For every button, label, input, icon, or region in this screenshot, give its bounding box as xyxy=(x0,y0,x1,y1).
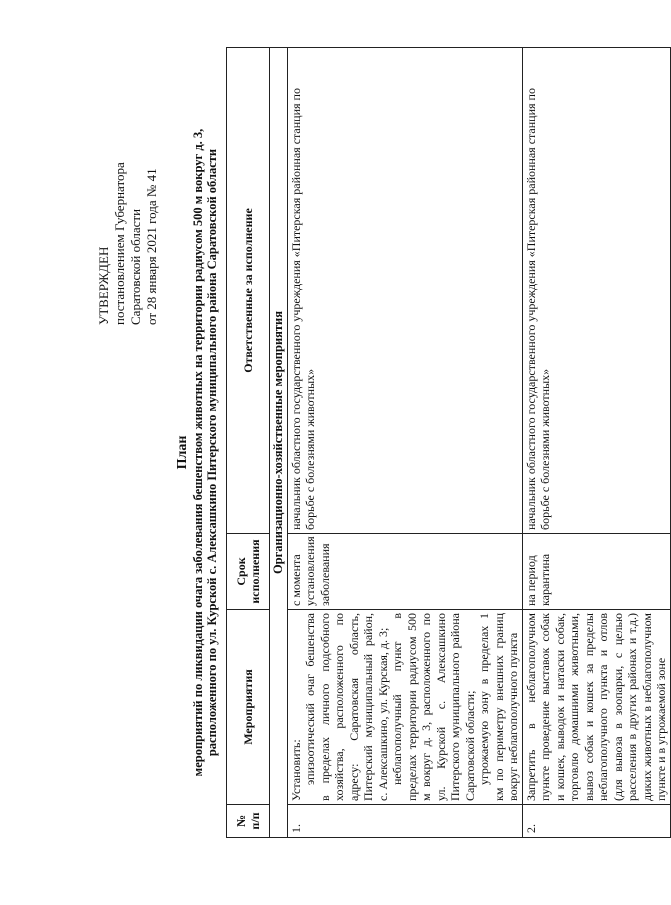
header-responsible: Ответственные за исполнение xyxy=(227,48,270,534)
document-title: План xyxy=(175,435,190,470)
section-title: Организационно-хозяйственные мероприятия xyxy=(270,48,288,838)
document-subtitle-line: мероприятий по ликвидации очага заболевания бешенством животных на территории радиусом 500 м вокруг д. 3, xyxy=(191,128,205,777)
measures-paragraph: неблагополучный пункт в пределах территории радиусом 500 м вокруг д. 3, расположенного по ул. Курской с. Алексашкино Питерского муниципального района Саратовской области; xyxy=(390,613,477,801)
row-measures xyxy=(287,610,522,805)
header-measures: Мероприятия xyxy=(227,610,270,805)
measures-paragraph: эпизоотический очаг бешенства в пределах личного подсобного хозяйства, расположенного по адресу: Саратовская область, Питерский муниципальный район, с. Алексашкино, ул. Курская, д. 3; xyxy=(303,613,390,801)
approval-line: от 28 января 2021 года № 41 xyxy=(144,168,159,325)
table-section-row xyxy=(270,48,288,838)
measures-intro: Установить: xyxy=(288,739,303,801)
table-header-row xyxy=(227,48,270,838)
table-row xyxy=(287,48,522,838)
measures-paragraph: Запретить в неблагополучном пункте проведение выставок собак и кошек, выводок и натаски собак, торговлю домашними животными, вывоз собак и кошек за пределы неблагополучного пункта и отлов (для вывоза в зоопарки, с целью расселения в других районах и т.д.) диких животных в неблагополучном пункте и в угрожаемой зоне xyxy=(523,613,668,801)
row-deadline: с момента установления заболевания xyxy=(287,534,522,610)
approval-stamp xyxy=(96,105,160,325)
document-heading xyxy=(176,40,219,865)
table-row xyxy=(522,48,670,838)
approval-line: УТВЕРЖДЕН xyxy=(96,246,111,325)
document-subtitle-line: расположенного по ул. Курской с. Алексашкино Питерского муниципального района Саратовской области xyxy=(205,148,219,757)
row-number: 2. xyxy=(522,805,670,838)
header-deadline: Срок исполнения xyxy=(227,534,270,610)
measures-paragraph: угрожаемую зону в пределах 1 км по периметру внешних границ вокруг неблагополучного пункта xyxy=(477,613,520,801)
approval-line: Саратовской области xyxy=(128,208,143,325)
row-responsible: начальник областного государственного учреждения «Питерская районная станция по борьбе с болезнями животных» xyxy=(522,48,670,534)
row-measures xyxy=(522,610,670,805)
measures-table xyxy=(226,47,671,838)
approval-line: постановлением Губернатора xyxy=(112,162,127,325)
row-deadline: на период карантина xyxy=(522,534,670,610)
header-number: № п/п xyxy=(227,805,270,838)
row-number: 1. xyxy=(287,805,522,838)
row-responsible: начальник областного государственного учреждения «Питерская районная станция по борьбе с болезнями животных» xyxy=(287,48,522,534)
